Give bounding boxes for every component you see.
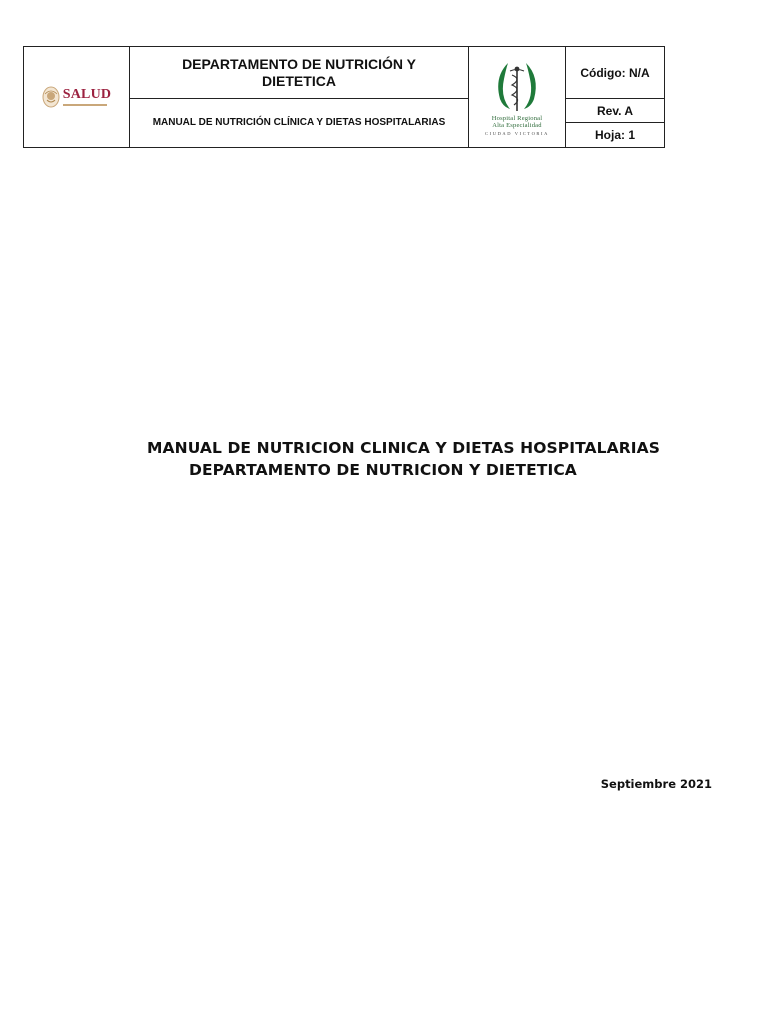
- salud-subtitle-line: [63, 104, 107, 106]
- hospital-city: CIUDAD VICTORIA: [485, 130, 549, 136]
- hospital-name-line2: Alta Especialidad: [492, 121, 542, 129]
- sheet-cell: [566, 123, 665, 148]
- salud-logo-cell: [24, 47, 130, 148]
- sheet-label: Hoja: 1: [594, 128, 635, 142]
- mexico-coat-of-arms-icon: [42, 86, 60, 108]
- salud-logo: [24, 86, 129, 108]
- hospital-caduceus-icon: [486, 59, 548, 115]
- main-title-line1: MANUAL DE NUTRICION CLINICA Y DIETAS HOSPITALARIAS: [147, 439, 660, 457]
- revision-cell: [566, 99, 665, 123]
- revision-label: Rev. A: [596, 103, 633, 118]
- department-title: DEPARTAMENTO DE NUTRICIÓN Y DIETETICA: [182, 55, 416, 89]
- salud-wordmark: SALUD: [62, 87, 112, 102]
- hospital-logo-cell: [469, 47, 566, 148]
- document-date: Septiembre 2021: [600, 777, 712, 791]
- hospital-name-line1: Hospital Regional: [491, 114, 543, 122]
- document-code: Código: N/A: [580, 65, 650, 80]
- document-header-table: [23, 46, 665, 148]
- main-title-line2: DEPARTAMENTO DE NUTRICION Y DIETETICA: [189, 461, 577, 479]
- manual-subtitle: MANUAL DE NUTRICIÓN CLÍNICA Y DIETAS HOSPITALARIAS: [152, 117, 446, 128]
- manual-subtitle-cell: [130, 99, 469, 148]
- department-title-cell: [130, 47, 469, 99]
- code-cell: [566, 47, 665, 99]
